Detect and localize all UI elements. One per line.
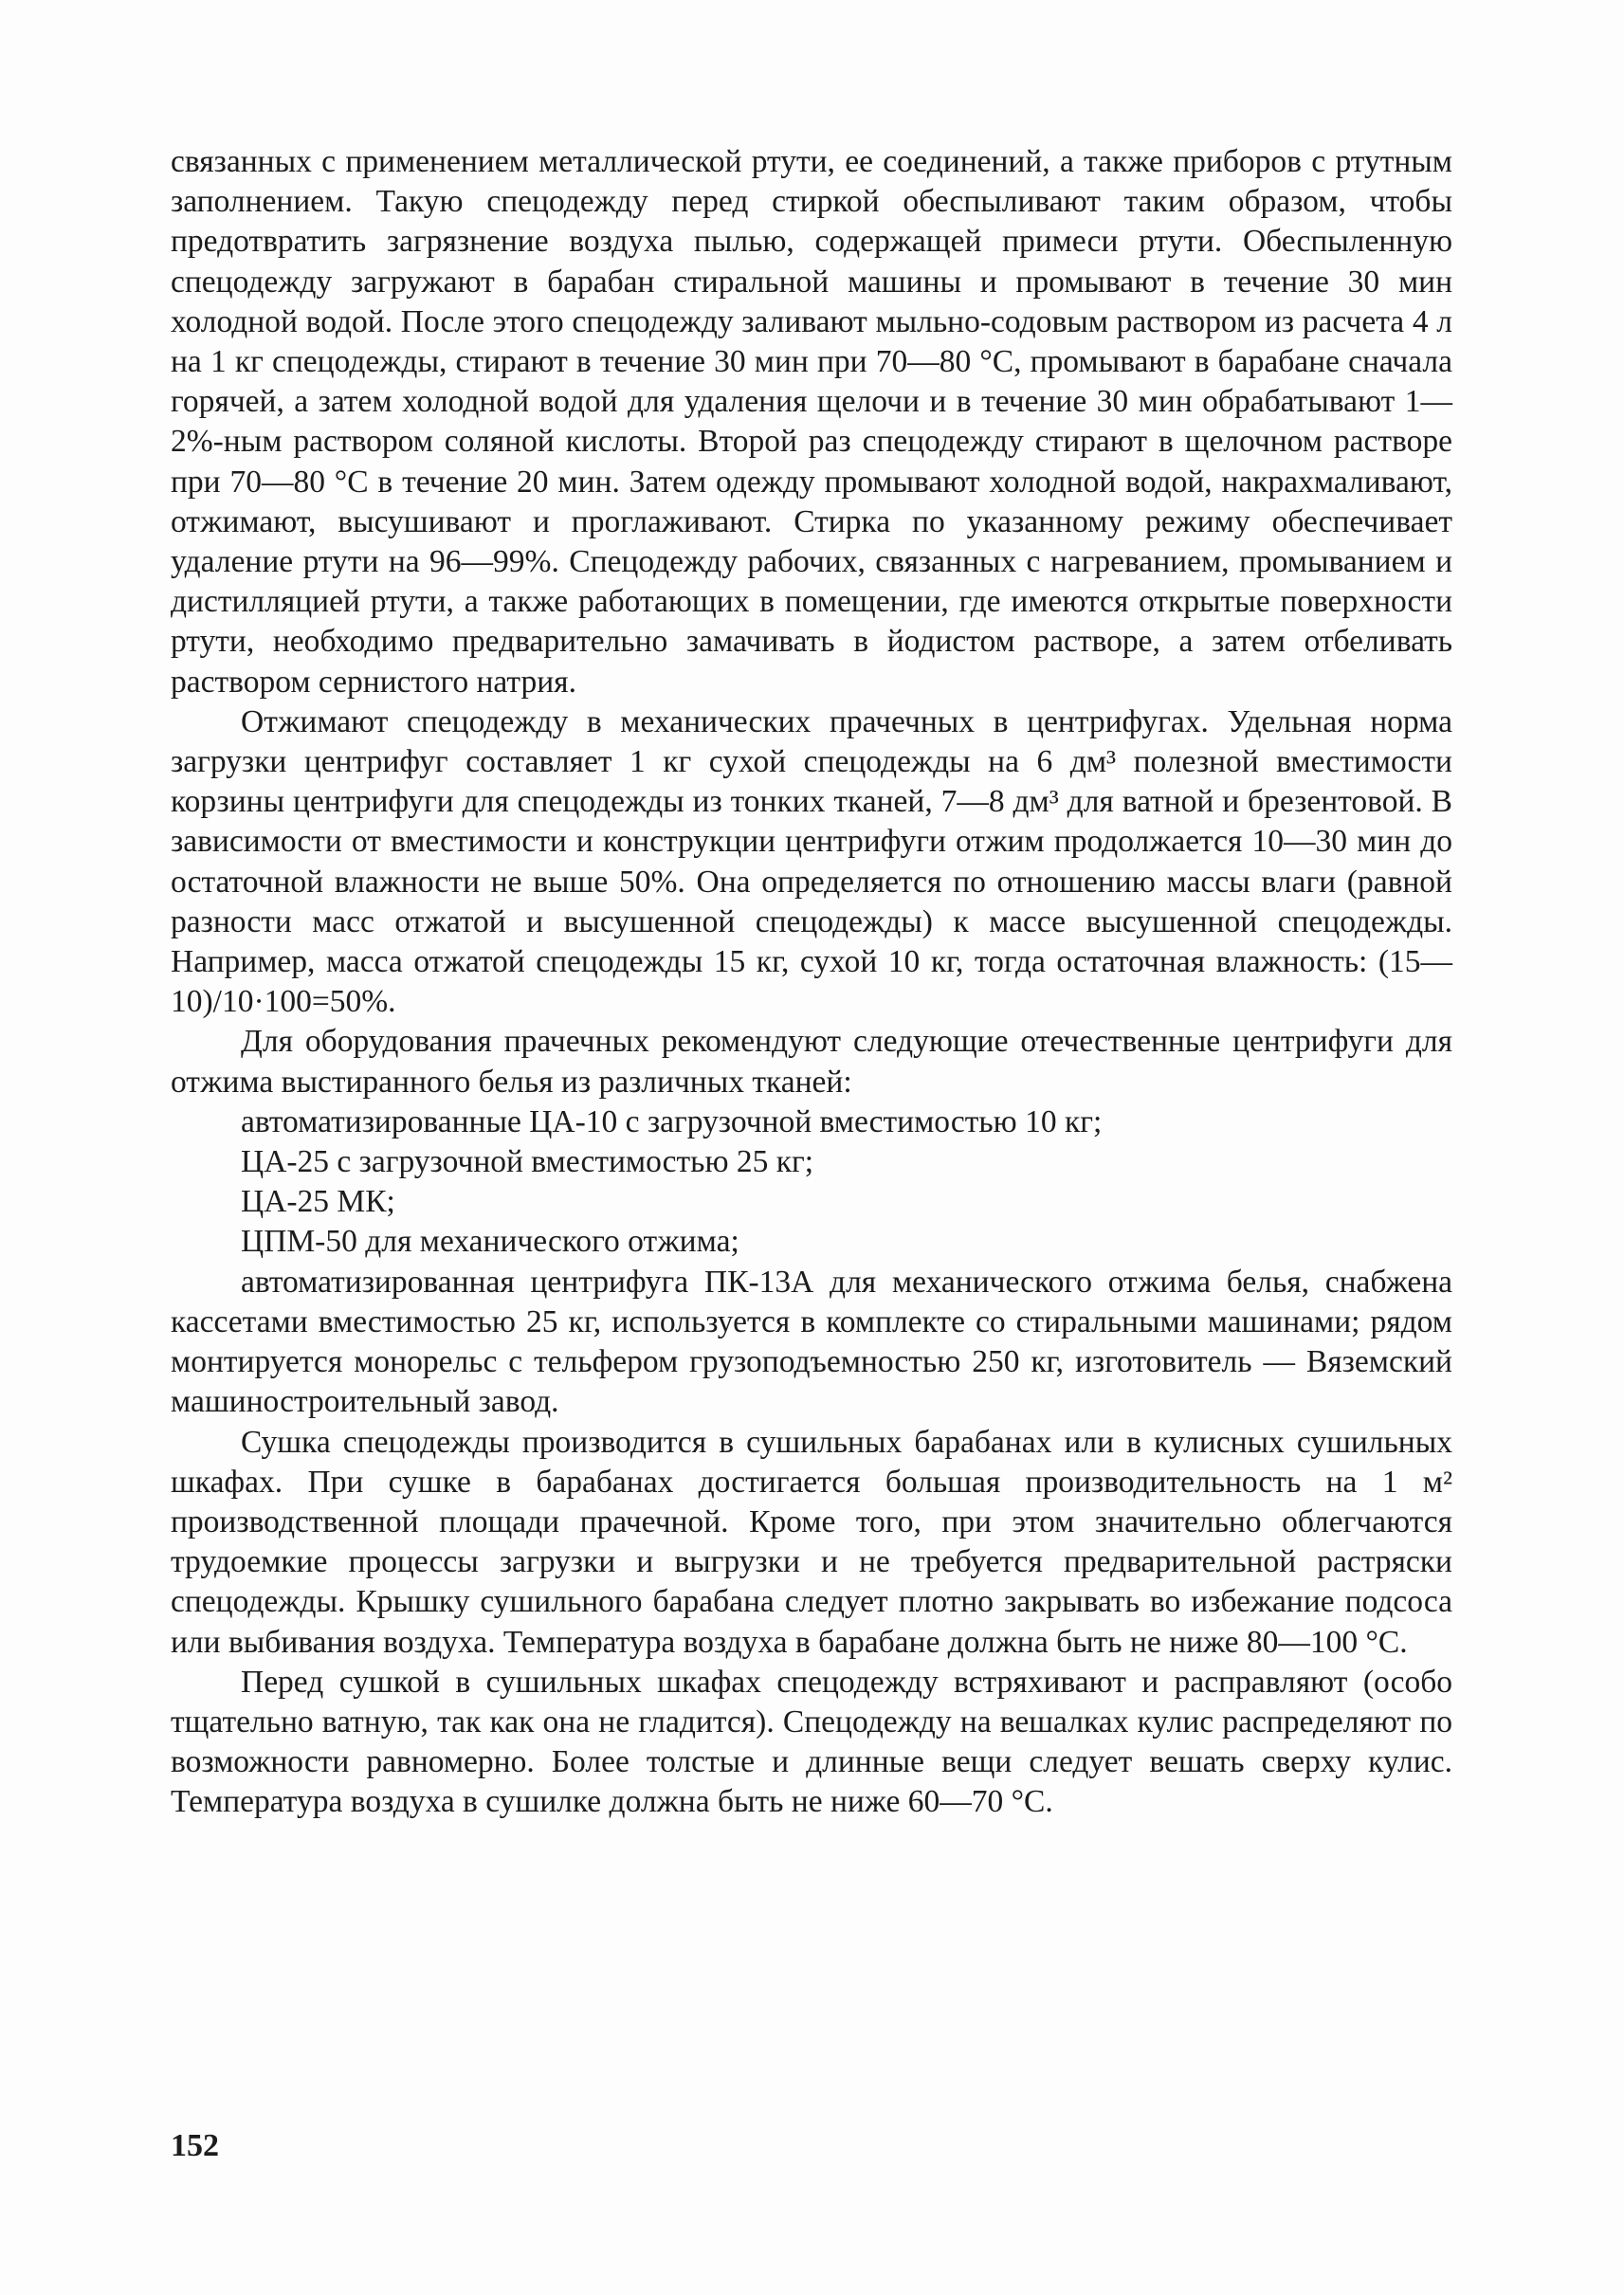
paragraph-cabinet-drying: Перед сушкой в сушильных шкафах спецодежду встряхивают и расправляют (особо тщательно ватную, так как она не гладится). Спецодежду на вешалках кулис распределяют по возможности равномерно. Более толстые и длинные вещи следует вешать сверху кулис. Температура воздуха в сушилке должна быть не ниже 60—70 °С. <box>171 1664 1452 1820</box>
list-item: ЦА-25 с загрузочной вместимостью 25 кг; <box>241 1144 814 1180</box>
list-item: ЦА-25 МК; <box>241 1184 395 1220</box>
paragraph-centrifuge-wringing: Отжимают спецодежду в механических прачечных в центрифугах. Удельная норма загрузки центрифуг составляет 1 кг сухой спецодежды на 6 дм³ полезной вместимости корзины центрифуги для спецодежды из тонких тканей, 7—8 дм³ для ватной и брезентовой. В зависимости от вместимости и конструкции центрифуги отжим продолжается 10—30 мин до остаточной влажности не выше 50%. Она определяется по отношению массы влаги (равной разности масс отжатой и высушенной спецодежды) к массе высушенной спецодежды. Например, масса отжатой спецодежды 15 кг, сухой 10 кг, тогда остаточная влажность: (15—10)/10·100=50%. <box>171 703 1452 1020</box>
list-item: автоматизированные ЦА-10 с загрузочной вместимостью 10 кг; <box>241 1103 1103 1139</box>
centrifuge-list <box>171 1102 1452 1423</box>
page-number: 152 <box>171 2128 219 2163</box>
paragraph-equipment-intro: Для оборудования прачечных рекомендуют следующие отечественные центрифуги для отжима выстиранного белья из различных тканей: <box>171 1024 1452 1100</box>
list-item: автоматизированная центрифуга ПК-13А для механического отжима белья, снабжена кассетами вместимостью 25 кг, используется в комплекте со стиральными машинами; рядом монтируется монорельс с тельфером грузоподъемностью 250 кг, изготовитель — Вяземский машиностроительный завод. <box>171 1264 1452 1420</box>
paragraph-mercury-washing: связанных с применением металлической ртути, ее соединений, а также приборов с ртутным заполнением. Такую спецодежду перед стиркой обеспыливают таким образом, чтобы предотвратить загрязнение воздуха пылью, содержащей примеси ртути. Обеспыленную спецодежду загружают в барабан стиральной машины и промывают в течение 30 мин холодной водой. После этого спецодежду заливают мыльно-содовым раствором из расчета 4 л на 1 кг спецодежды, стирают в течение 30 мин при 70—80 °С, промывают в барабане сначала горячей, а затем холодной водой для удаления щелочи и в течение 30 мин обрабатывают 1—2%-ным раствором соляной кислоты. Второй раз спецодежду стирают в щелочном растворе при 70—80 °С в течение 20 мин. Затем одежду промывают холодной водой, накрахмаливают, отжимают, высушивают и проглаживают. Стирка по указанному режиму обеспечивает удаление ртути на 96—99%. Спецодежду рабочих, связанных с нагреванием, промыванием и дистилляцией ртути, а также работающих в помещении, где имеются открытые поверхности ртути, необходимо предварительно замачивать в йодистом растворе, а затем отбеливать раствором сернистого натрия. <box>171 144 1452 700</box>
paragraph-drum-drying: Сушка спецодежды производится в сушильных барабанах или в кулисных сушильных шкафах. При сушке в барабанах достигается большая производительность на 1 м² производственной площади прачечной. Кроме того, при этом значительно облегчаются трудоемкие процессы загрузки и выгрузки и не требуется предварительной растряски спецодежды. Крышку сушильного барабана следует плотно закрывать во избежание подсоса или выбивания воздуха. Температура воздуха в барабане должна быть не ниже 80—100 °С. <box>171 1424 1452 1660</box>
list-item: ЦПМ-50 для механического отжима; <box>241 1224 739 1260</box>
text-column <box>171 142 1452 1823</box>
